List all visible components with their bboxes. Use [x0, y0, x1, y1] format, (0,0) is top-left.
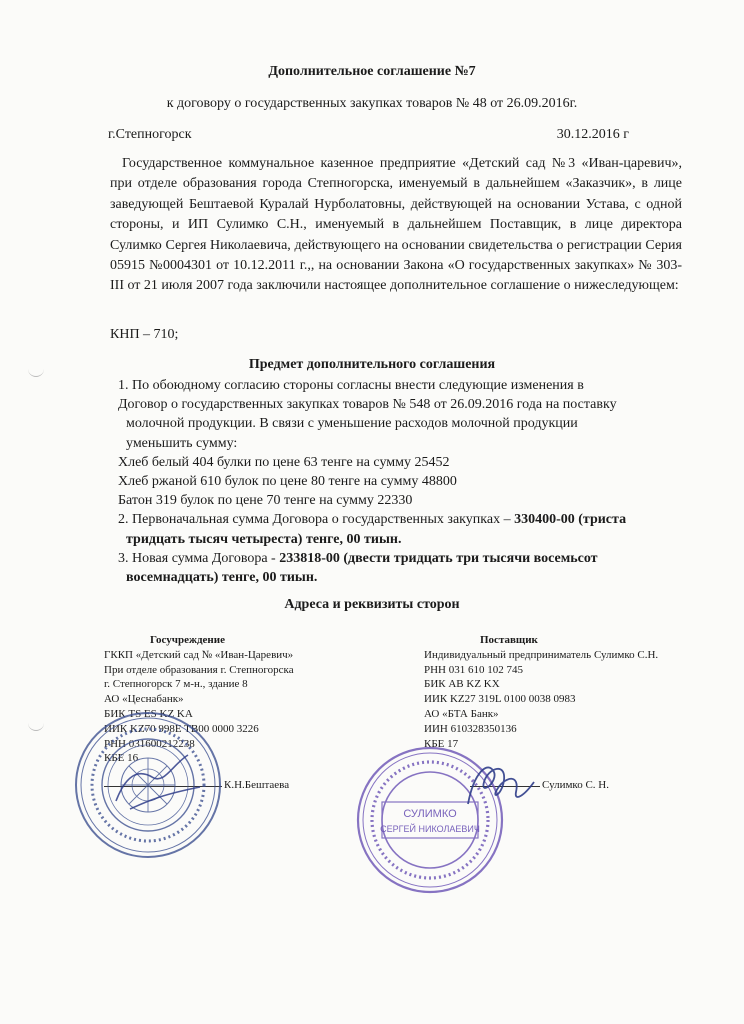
stamp-text-line2: СЕРГЕЙ НИКОЛАЕВИЧ — [380, 824, 480, 834]
clause-line: 1. По обоюдному согласию стороны согласны внести следующие изменения в — [118, 378, 584, 393]
clauses-block — [118, 376, 678, 587]
clause-line: молочной продукции. В связи с уменьшение расходов молочной продукции — [126, 416, 578, 432]
customer-signature-name: К.Н.Бештаева — [224, 779, 290, 791]
intro-paragraph: Государственное коммунальное казенное предприятие «Детский сад №3 «Иван-царевич», при отделе образования города Степногорска, именуемый в дальнейшем «Заказчик», в лице заведующей Бештаевой Куралай Нурболатовны, действующей на основании Устава, с одной стороны, и ИП Сулимко С.Н., именуемый в дальнейшем Поставщик, в лице директора Сулимко Сергея Николаевича, действующего на основании свидетельства о регистрации Серия 05915 №0004301 от 10.12.2011 г.,, на основании Закона «О государственных закупках» № 303- III от 21 июля 2007 года заключили настоящее дополнительное соглашение о нижеследующем: — [110, 156, 682, 294]
customer-line: БИК TS ES KZ KA — [104, 707, 193, 720]
supplier-line: ИИН 610328350136 — [424, 722, 517, 735]
clause-3-amount: 233818-00 (двести тридцать три тысячи восемьсот — [279, 550, 598, 566]
clause-2-amount: 330400-00 (триста — [514, 512, 627, 528]
customer-line: При отделе образования г. Степногорска — [104, 663, 294, 676]
customer-line: г. Степногорск 7 м-н., здание 8 — [104, 678, 248, 691]
customer-line: РНН 031600212238 — [104, 737, 195, 750]
clause-line: Договор о государственных закупках товаров № 548 от 26.09.2016 года на поставку — [118, 397, 617, 413]
section-heading-subject: Предмет дополнительного соглашения — [248, 357, 496, 372]
section-heading-addresses: Адреса и реквизиты сторон — [284, 597, 460, 612]
supplier-signature-icon — [454, 752, 544, 822]
knp-code: КНП – 710; — [110, 327, 179, 342]
customer-line: КБЕ 16 — [104, 752, 139, 765]
clause-3-amount-words: восемнадцать) тенге, 00 тиын. — [126, 570, 318, 586]
clause-2-amount-words: тридцать тысяч четыреста) тенге, 00 тиын. — [126, 531, 402, 547]
stamp-text-line1: СУЛИМКО — [403, 808, 457, 820]
clause-2-text: 2. Первоначальная сумма Договора о государственных закупках – — [118, 512, 515, 528]
supplier-line: АО «БТА Банк» — [424, 707, 499, 720]
document-title: Дополнительное соглашение №7 — [268, 64, 476, 79]
supplier-line: КБЕ 17 — [424, 737, 459, 750]
clause-line: Хлеб белый 404 булки по цене 63 тенге на сумму 25452 — [118, 454, 450, 470]
clause-3-text: 3. Новая сумма Договора - — [118, 550, 280, 566]
document-city: г.Степногорск — [108, 127, 192, 142]
supplier-line: БИК AB KZ KX — [424, 678, 500, 691]
customer-line: ИИК KZ70 998E TB00 0000 3226 — [104, 722, 259, 735]
clause-line: уменьшить сумму: — [126, 435, 238, 451]
supplier-line: Индивидуальный предприниматель Сулимко С.Н. — [424, 648, 659, 661]
clause-3 — [118, 549, 678, 568]
punch-hole-mark — [28, 722, 44, 731]
document-date: 30.12.2016 г — [556, 127, 629, 142]
supplier-details — [424, 633, 684, 751]
supplier-line: ИИК KZ27 319L 0100 0038 0983 — [424, 693, 576, 706]
document-subtitle: к договору о государственных закупках товаров № 48 от 26.09.2016г. — [166, 96, 578, 111]
clause-line: Батон 319 булок по цене 70 тенге на сумму 22330 — [118, 493, 413, 509]
customer-heading: Госучреждение — [150, 634, 225, 646]
customer-line: АО «Цеснабанк» — [104, 693, 184, 706]
customer-seal-stamp-icon — [68, 705, 228, 865]
customer-line: ГККП «Детский сад № «Иван-Царевич» — [104, 648, 294, 661]
supplier-heading: Поставщик — [480, 634, 538, 646]
supplier-line: РНН 031 610 102 745 — [424, 663, 524, 676]
clause-line: Хлеб ржаной 610 булок по цене 80 тенге на сумму 48800 — [118, 474, 457, 490]
supplier-signature-name: Сулимко С. Н. — [542, 779, 609, 791]
clause-2 — [118, 510, 678, 529]
